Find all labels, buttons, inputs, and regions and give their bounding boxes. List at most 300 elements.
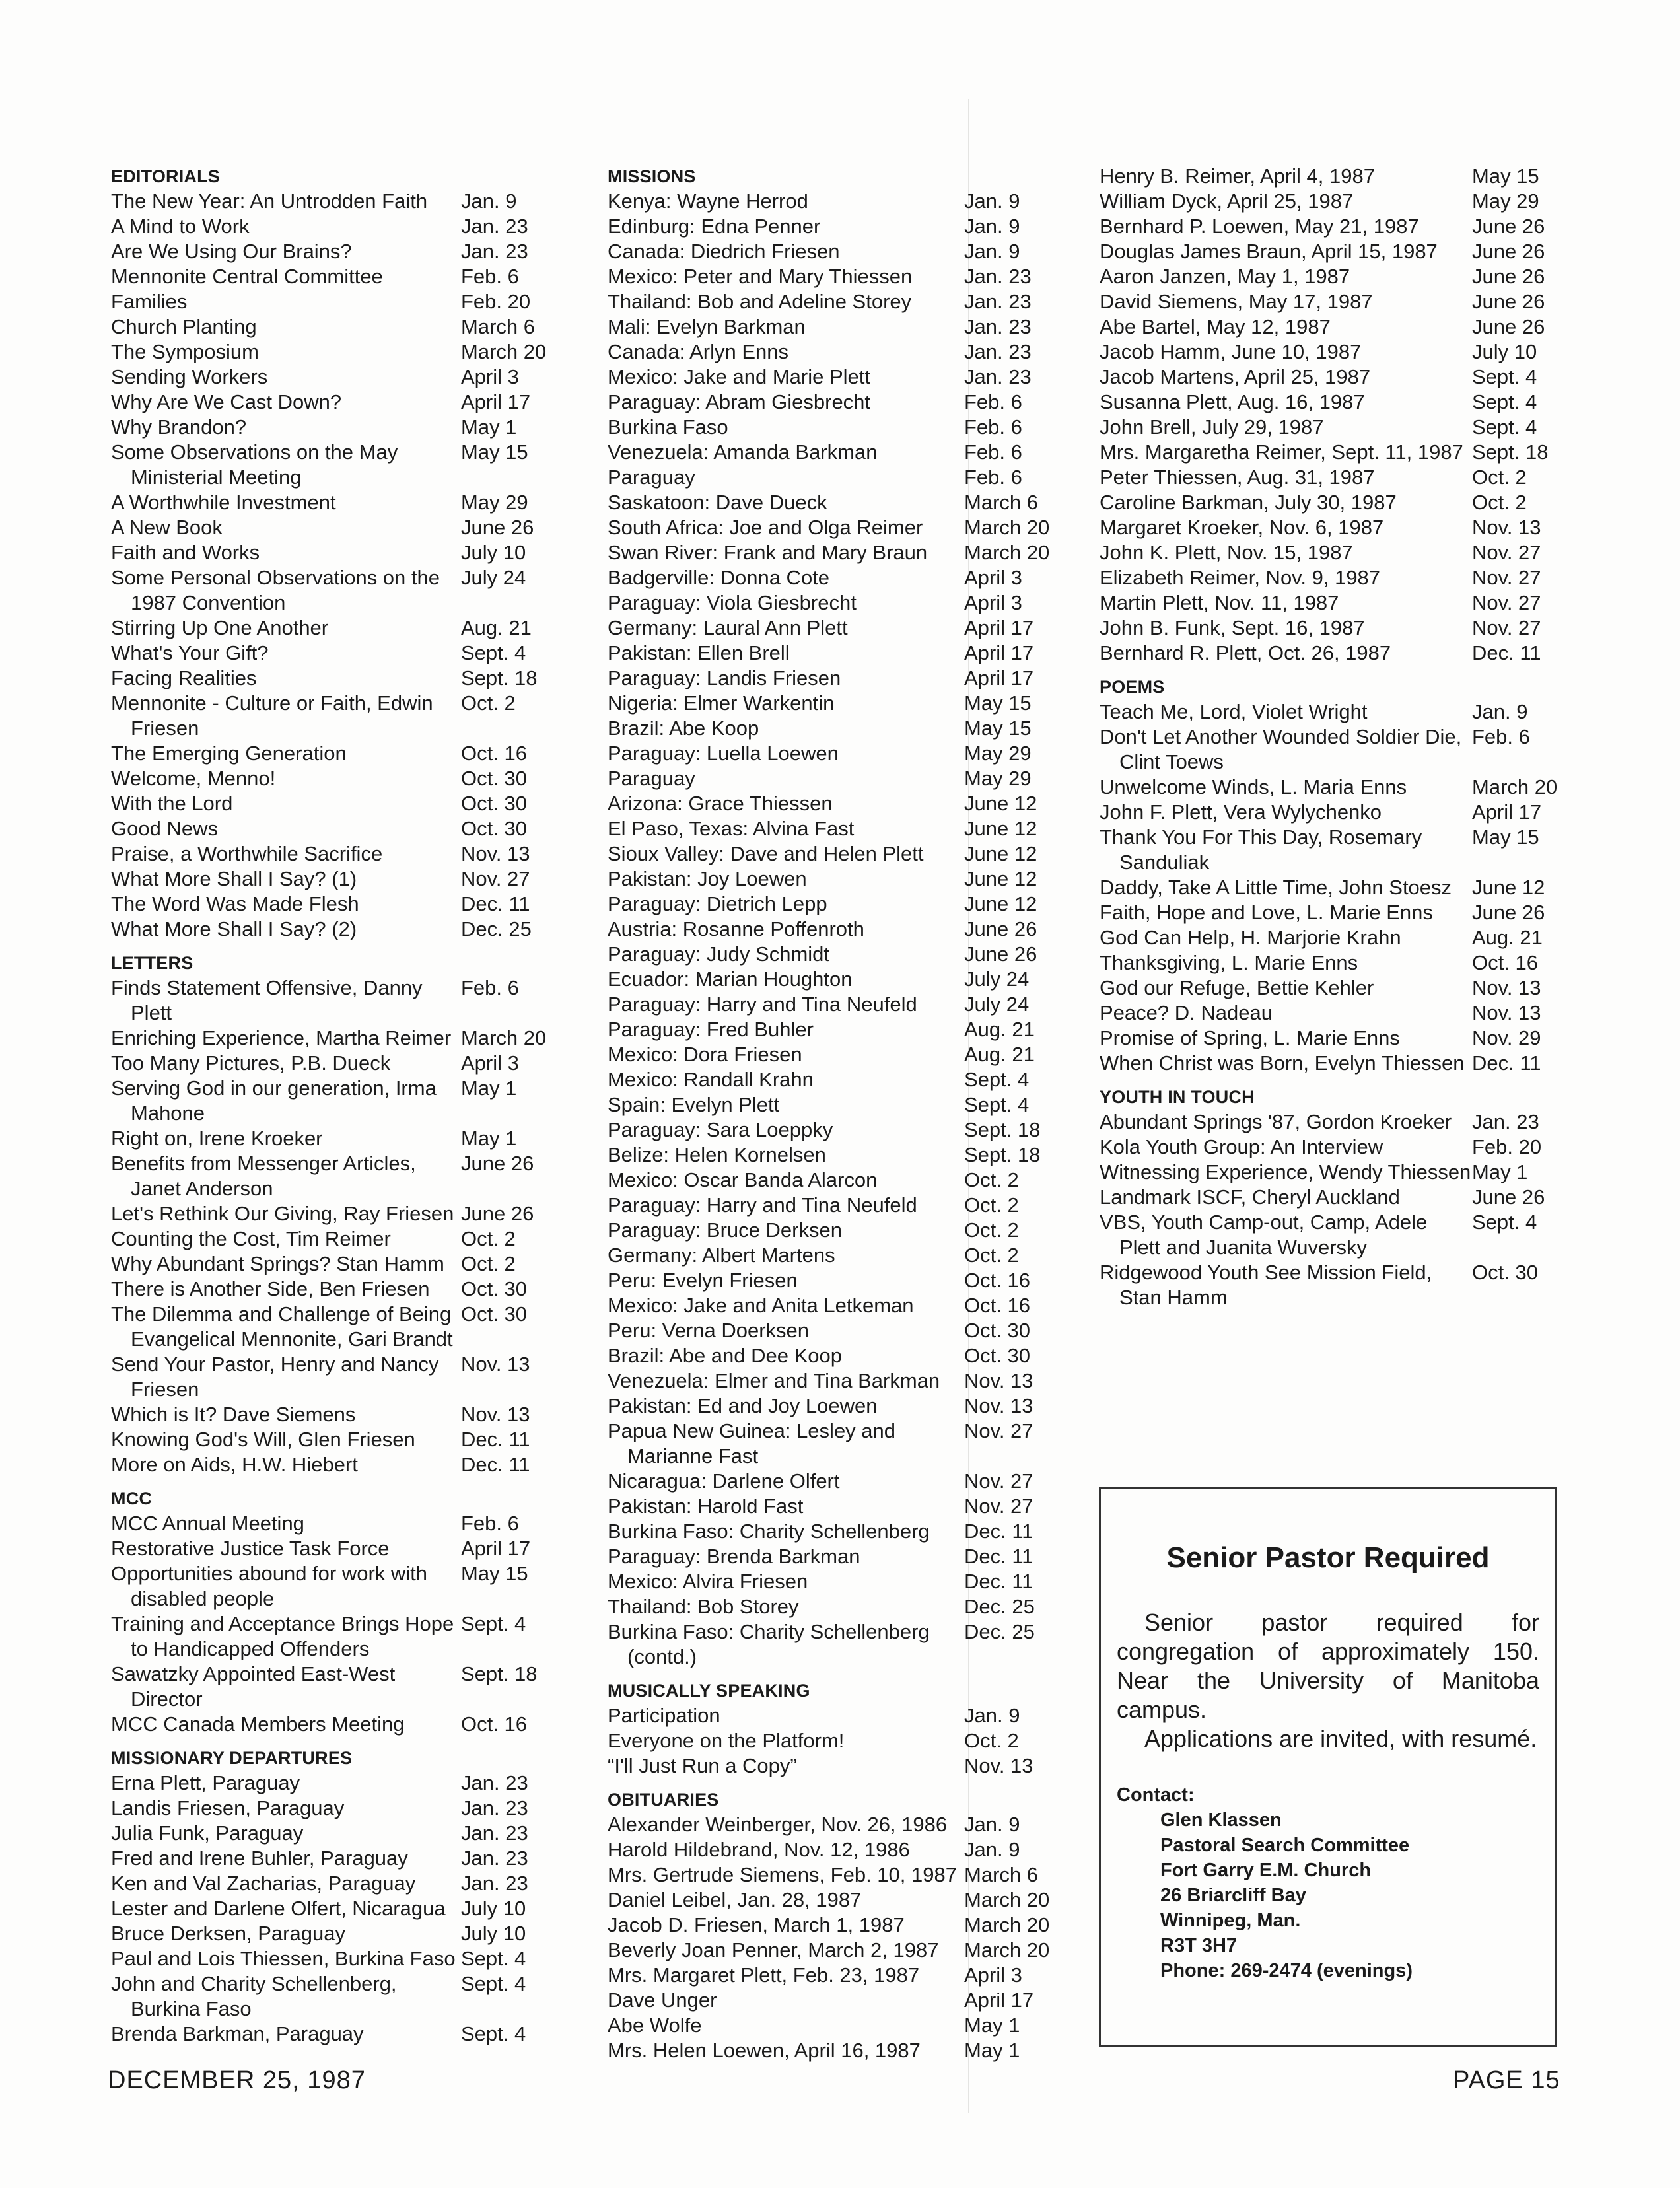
entry-issue-date: May 15 xyxy=(1472,826,1539,849)
entry-title: Paraguay: Viola Giesbrecht xyxy=(608,591,857,614)
entry-title: Arizona: Grace Thiessen xyxy=(608,792,833,815)
index-entry xyxy=(1100,699,1570,724)
entry-title: John and Charity Schellenberg, Burkina Faso xyxy=(111,1972,397,2020)
index-entry xyxy=(608,1728,1070,1753)
index-entry xyxy=(1100,1185,1570,1210)
index-entry xyxy=(1100,950,1570,975)
entry-title: Restorative Justice Task Force xyxy=(111,1537,390,1560)
index-entry xyxy=(111,691,567,741)
entry-title: Nicaragua: Darlene Olfert xyxy=(608,1469,840,1493)
index-entry xyxy=(111,239,567,264)
entry-issue-date: March 6 xyxy=(461,315,535,338)
index-entry xyxy=(111,917,567,942)
entry-title: Pakistan: Ellen Brell xyxy=(608,641,790,664)
entry-title: Participation xyxy=(608,1704,720,1727)
index-column-2 xyxy=(608,164,1070,2063)
entry-issue-date: May 1 xyxy=(964,2039,1020,2062)
index-section xyxy=(1100,1084,1570,1310)
entry-issue-date: Sept. 18 xyxy=(964,1118,1041,1141)
index-entry xyxy=(608,2013,1070,2038)
index-entry xyxy=(1100,515,1570,540)
entry-title: Abe Bartel, May 12, 1987 xyxy=(1100,315,1331,338)
index-entry xyxy=(608,942,1070,967)
index-entry xyxy=(111,1201,567,1226)
index-entry xyxy=(1100,800,1570,825)
entry-issue-date: Feb. 6 xyxy=(964,415,1022,439)
entry-issue-date: Oct. 16 xyxy=(964,1294,1030,1317)
entry-issue-date: March 20 xyxy=(461,1026,547,1049)
index-entry xyxy=(1100,900,1570,925)
entry-title: Austria: Rosanne Poffenroth xyxy=(608,917,864,940)
entry-issue-date: Nov. 27 xyxy=(461,867,530,890)
entry-issue-date: Oct. 30 xyxy=(1472,1261,1538,1284)
entry-title: Germany: Albert Martens xyxy=(608,1244,835,1267)
index-entry xyxy=(1100,641,1570,666)
index-entry xyxy=(608,1862,1070,1888)
entry-title: A Mind to Work xyxy=(111,215,250,238)
entry-title: Julia Funk, Paraguay xyxy=(111,1821,304,1845)
index-section xyxy=(608,1787,1070,2063)
section-heading: MUSICALLY SPEAKING xyxy=(608,1681,810,1701)
entry-issue-date: Dec. 25 xyxy=(964,1620,1035,1643)
entry-issue-date: Oct. 2 xyxy=(964,1244,1019,1267)
entry-issue-date: Sept. 4 xyxy=(1472,365,1537,388)
entry-issue-date: Oct. 2 xyxy=(1472,491,1527,514)
entry-issue-date: Feb. 6 xyxy=(461,1512,519,1535)
entry-title: MCC Canada Members Meeting xyxy=(111,1712,405,1736)
entry-title: Aaron Janzen, May 1, 1987 xyxy=(1100,265,1350,288)
entry-title: Paraguay: Fred Buhler xyxy=(608,1018,814,1041)
entry-issue-date: Sept. 4 xyxy=(964,1068,1030,1091)
entry-issue-date: April 3 xyxy=(461,365,519,388)
ad-contact-label: Contact: xyxy=(1117,1784,1195,1806)
index-entry xyxy=(111,666,567,691)
entry-title: A Worthwhile Investment xyxy=(111,491,336,514)
section-heading: MCC xyxy=(111,1489,153,1508)
index-entry xyxy=(608,1368,1070,1394)
ad-contact-line: Glen Klassen xyxy=(1160,1810,1282,1831)
entry-issue-date: May 15 xyxy=(1472,164,1539,188)
entry-title: Promise of Spring, L. Marie Enns xyxy=(1100,1026,1400,1049)
entry-title: Susanna Plett, Aug. 16, 1987 xyxy=(1100,390,1365,413)
index-entry xyxy=(111,1611,567,1662)
entry-title: Thank You For This Day, Rosemary Sanduliak xyxy=(1100,826,1422,874)
entry-issue-date: Aug. 21 xyxy=(1472,926,1543,949)
entry-issue-date: Oct. 2 xyxy=(461,1252,516,1275)
entry-title: Abe Wolfe xyxy=(608,2014,702,2037)
entry-title: Paraguay: Harry and Tina Neufeld xyxy=(608,993,917,1016)
entry-title: Swan River: Frank and Mary Braun xyxy=(608,541,928,564)
section-heading: YOUTH IN TOUCH xyxy=(1100,1087,1255,1107)
entry-issue-date: Jan. 9 xyxy=(461,190,517,213)
entry-title: Serving God in our generation, Irma Mahone xyxy=(111,1076,437,1125)
entry-title: Everyone on the Platform! xyxy=(608,1729,845,1752)
entry-issue-date: March 20 xyxy=(964,516,1050,539)
index-entry xyxy=(608,1193,1070,1218)
entry-title: Peter Thiessen, Aug. 31, 1987 xyxy=(1100,466,1375,489)
entry-title: Opportunities abound for work with disabled people xyxy=(111,1562,428,1610)
entry-issue-date: March 20 xyxy=(964,541,1050,564)
entry-issue-date: Nov. 13 xyxy=(461,1403,530,1426)
index-entry xyxy=(111,1452,567,1477)
index-entry xyxy=(608,1343,1070,1368)
index-entry xyxy=(608,992,1070,1017)
entry-title: Mexico: Alvira Friesen xyxy=(608,1570,808,1593)
index-entry xyxy=(608,1753,1070,1779)
entry-title: Ken and Val Zacharias, Paraguay xyxy=(111,1872,416,1895)
entry-title: Sending Workers xyxy=(111,365,268,388)
entry-title: Enriching Experience, Martha Reimer xyxy=(111,1026,452,1049)
entry-issue-date: March 20 xyxy=(964,1913,1050,1936)
index-entry xyxy=(111,1402,567,1427)
entry-title: The Dilemma and Challenge of Being Evangelical Mennonite, Gari Brandt xyxy=(111,1302,453,1351)
index-section xyxy=(1100,674,1570,1076)
entry-title: Mennonite Central Committee xyxy=(111,265,383,288)
index-entry xyxy=(608,1318,1070,1343)
entry-issue-date: Aug. 21 xyxy=(964,1043,1035,1066)
entry-issue-date: April 3 xyxy=(964,591,1022,614)
index-entry xyxy=(608,1963,1070,1988)
entry-issue-date: Feb. 20 xyxy=(1472,1135,1542,1158)
entry-issue-date: Feb. 6 xyxy=(964,441,1022,464)
entry-title: Harold Hildebrand, Nov. 12, 1986 xyxy=(608,1838,910,1861)
entry-issue-date: May 15 xyxy=(461,1562,528,1585)
entry-title: Paraguay: Harry and Tina Neufeld xyxy=(608,1193,917,1217)
index-entry xyxy=(111,1796,567,1821)
entry-title: God our Refuge, Bettie Kehler xyxy=(1100,976,1374,999)
index-entry xyxy=(1100,415,1570,440)
index-entry xyxy=(1100,925,1570,950)
entry-title: Faith and Works xyxy=(111,541,260,564)
index-entry xyxy=(608,1812,1070,1837)
entry-issue-date: Jan. 23 xyxy=(461,240,528,263)
entry-title: John Brell, July 29, 1987 xyxy=(1100,415,1324,439)
entry-title: Landmark ISCF, Cheryl Auckland xyxy=(1100,1185,1400,1209)
entry-title: Welcome, Menno! xyxy=(111,767,276,790)
index-column-3 xyxy=(1100,164,1570,1310)
section-heading: LETTERS xyxy=(111,953,193,973)
index-entry xyxy=(608,1067,1070,1092)
entry-issue-date: Feb. 6 xyxy=(1472,725,1530,748)
entry-title: A New Book xyxy=(111,516,223,539)
index-entry xyxy=(111,975,567,1026)
entry-issue-date: April 17 xyxy=(964,666,1034,689)
entry-issue-date: April 17 xyxy=(1472,800,1542,824)
entry-issue-date: Dec. 25 xyxy=(461,917,532,940)
entry-title: Ridgewood Youth See Mission Field, Stan Hamm xyxy=(1100,1261,1432,1309)
index-entry xyxy=(1100,975,1570,1001)
entry-title: Ecuador: Marian Houghton xyxy=(608,968,853,991)
entry-issue-date: June 12 xyxy=(964,792,1037,815)
index-entry xyxy=(1100,339,1570,365)
entry-issue-date: Jan. 9 xyxy=(964,240,1020,263)
entry-title: Mennonite - Culture or Faith, Edwin Friesen xyxy=(111,691,433,740)
entry-issue-date: Jan. 23 xyxy=(964,365,1032,388)
index-entry xyxy=(608,1544,1070,1569)
entry-issue-date: Sept. 4 xyxy=(461,2022,526,2045)
entry-issue-date: April 3 xyxy=(461,1051,519,1075)
entry-issue-date: Jan. 9 xyxy=(964,190,1020,213)
entry-issue-date: Sept. 4 xyxy=(461,641,526,664)
entry-title: Mexico: Jake and Anita Letkeman xyxy=(608,1294,914,1317)
entry-issue-date: Feb. 6 xyxy=(461,976,519,999)
index-entry xyxy=(111,1846,567,1871)
ad-title: Senior Pastor Required xyxy=(1166,1541,1490,1574)
index-section xyxy=(111,950,567,1477)
index-entry xyxy=(111,289,567,314)
index-entry xyxy=(111,1302,567,1352)
index-entry xyxy=(608,1837,1070,1862)
entry-issue-date: June 12 xyxy=(964,817,1037,840)
entry-issue-date: Aug. 21 xyxy=(461,616,532,639)
index-entry xyxy=(608,1117,1070,1143)
entry-title: Paraguay: Judy Schmidt xyxy=(608,942,830,966)
index-entry xyxy=(1100,825,1570,875)
entry-title: Church Planting xyxy=(111,315,257,338)
entry-issue-date: May 15 xyxy=(964,691,1032,715)
entry-issue-date: June 26 xyxy=(964,917,1037,940)
index-entry xyxy=(1100,440,1570,465)
index-entry xyxy=(111,1226,567,1252)
index-entry xyxy=(608,1569,1070,1594)
index-entry xyxy=(608,791,1070,816)
entry-title: Nigeria: Elmer Warkentin xyxy=(608,691,835,715)
index-entry xyxy=(111,641,567,666)
entry-title: Paraguay: Brenda Barkman xyxy=(608,1545,860,1568)
index-entry xyxy=(1100,289,1570,314)
index-entry xyxy=(111,616,567,641)
index-entry xyxy=(608,1394,1070,1419)
index-entry xyxy=(1100,1051,1570,1076)
entry-title: Mexico: Dora Friesen xyxy=(608,1043,802,1066)
index-entry xyxy=(608,1243,1070,1268)
index-entry xyxy=(111,189,567,214)
entry-title: Papua New Guinea: Lesley and Marianne Fast xyxy=(608,1419,896,1467)
entry-issue-date: Dec. 11 xyxy=(461,892,530,915)
index-entry xyxy=(608,1494,1070,1519)
entry-title: Paraguay: Bruce Derksen xyxy=(608,1218,842,1242)
entry-issue-date: Oct. 30 xyxy=(461,767,527,790)
entry-title: Good News xyxy=(111,817,218,840)
entry-issue-date: Oct. 2 xyxy=(461,691,516,715)
senior-pastor-advertisement xyxy=(1099,1487,1557,2047)
entry-issue-date: March 20 xyxy=(964,1938,1050,1961)
index-entry xyxy=(608,390,1070,415)
index-entry xyxy=(608,515,1070,540)
entry-title: Thailand: Bob Storey xyxy=(608,1595,799,1618)
entry-title: Paraguay xyxy=(608,767,695,790)
entry-issue-date: Nov. 27 xyxy=(1472,591,1541,614)
entry-title: What's Your Gift? xyxy=(111,641,269,664)
entry-issue-date: March 20 xyxy=(461,340,547,363)
entry-issue-date: April 3 xyxy=(964,1963,1022,1987)
entry-title: John K. Plett, Nov. 15, 1987 xyxy=(1100,541,1353,564)
entry-issue-date: March 6 xyxy=(964,1863,1038,1886)
index-entry xyxy=(1100,1026,1570,1051)
issue-date: DECEMBER 25, 1987 xyxy=(108,2066,366,2094)
index-entry xyxy=(111,1511,567,1536)
entry-issue-date: Jan. 23 xyxy=(461,1872,528,1895)
index-entry xyxy=(608,816,1070,841)
entry-title: Mexico: Jake and Marie Plett xyxy=(608,365,871,388)
entry-title: God Can Help, H. Marjorie Krahn xyxy=(1100,926,1401,949)
entry-issue-date: Oct. 30 xyxy=(461,1302,527,1325)
entry-title: Witnessing Experience, Wendy Thiessen xyxy=(1100,1160,1471,1183)
entry-title: Fred and Irene Buhler, Paraguay xyxy=(111,1847,408,1870)
entry-issue-date: Feb. 6 xyxy=(964,466,1022,489)
entry-issue-date: Oct. 30 xyxy=(461,817,527,840)
entry-issue-date: Oct. 2 xyxy=(1472,466,1527,489)
entry-issue-date: June 26 xyxy=(461,516,534,539)
index-section xyxy=(111,164,567,942)
entry-issue-date: Jan. 9 xyxy=(964,1813,1020,1836)
entry-issue-date: Oct. 30 xyxy=(964,1344,1030,1367)
index-entry xyxy=(1100,164,1570,189)
index-entry xyxy=(1100,1210,1570,1260)
entry-title: Abundant Springs '87, Gordon Kroeker xyxy=(1100,1110,1452,1133)
index-entry xyxy=(608,440,1070,465)
entry-title: Brazil: Abe Koop xyxy=(608,717,759,740)
index-entry xyxy=(111,314,567,339)
index-entry xyxy=(111,1921,567,1946)
entry-title: Canada: Arlyn Enns xyxy=(608,340,789,363)
entry-title: Too Many Pictures, P.B. Dueck xyxy=(111,1051,391,1075)
index-entry xyxy=(1100,465,1570,490)
entry-title: Lester and Darlene Olfert, Nicaragua xyxy=(111,1897,446,1920)
entry-title: Counting the Cost, Tim Reimer xyxy=(111,1227,391,1250)
entry-title: Unwelcome Winds, L. Maria Enns xyxy=(1100,775,1407,798)
entry-issue-date: Nov. 27 xyxy=(1472,616,1541,639)
entry-issue-date: Sept. 18 xyxy=(461,1662,538,1685)
entry-issue-date: Jan. 23 xyxy=(461,1821,528,1845)
index-entry xyxy=(111,1871,567,1896)
entry-title: William Dyck, April 25, 1987 xyxy=(1100,190,1354,213)
entry-issue-date: Jan. 9 xyxy=(1472,700,1528,723)
index-entry xyxy=(608,1888,1070,1913)
entry-title: Knowing God's Will, Glen Friesen xyxy=(111,1428,415,1451)
entry-issue-date: Jan. 23 xyxy=(461,1771,528,1794)
index-entry xyxy=(111,791,567,816)
index-entry xyxy=(608,214,1070,239)
entry-title: Mexico: Oscar Banda Alarcon xyxy=(608,1168,878,1191)
entry-title: Douglas James Braun, April 15, 1987 xyxy=(1100,240,1438,263)
entry-issue-date: Sept. 4 xyxy=(461,1612,526,1635)
entry-title: Belize: Helen Kornelsen xyxy=(608,1143,826,1166)
entry-issue-date: April 17 xyxy=(461,390,531,413)
index-entry xyxy=(608,691,1070,716)
entry-issue-date: Oct. 2 xyxy=(964,1168,1019,1191)
entry-title: Paraguay xyxy=(608,466,695,489)
entry-title: Badgerville: Donna Cote xyxy=(608,566,830,589)
index-entry xyxy=(608,766,1070,791)
entry-issue-date: Nov. 13 xyxy=(964,1394,1033,1417)
entry-title: Mexico: Peter and Mary Thiessen xyxy=(608,265,913,288)
index-entry xyxy=(1100,490,1570,515)
entry-issue-date: May 29 xyxy=(964,742,1032,765)
entry-issue-date: May 1 xyxy=(461,1127,517,1150)
index-entry xyxy=(1100,565,1570,590)
entry-title: Mrs. Helen Loewen, April 16, 1987 xyxy=(608,2039,921,2062)
index-entry xyxy=(111,1026,567,1051)
entry-issue-date: Jan. 23 xyxy=(461,1796,528,1819)
index-entry xyxy=(111,1126,567,1151)
index-entry xyxy=(608,314,1070,339)
index-entry xyxy=(1100,724,1570,775)
index-entry xyxy=(1100,1001,1570,1026)
index-entry xyxy=(608,917,1070,942)
entry-issue-date: June 26 xyxy=(461,1202,534,1225)
index-entry xyxy=(608,239,1070,264)
section-heading: EDITORIALS xyxy=(111,166,221,186)
index-section xyxy=(1100,164,1570,666)
index-section xyxy=(608,1678,1070,1779)
index-entry xyxy=(111,1252,567,1277)
index-entry xyxy=(608,490,1070,515)
entry-title: Paul and Lois Thiessen, Burkina Faso xyxy=(111,1947,456,1970)
entry-issue-date: Nov. 27 xyxy=(964,1469,1033,1493)
entry-title: Peru: Verna Doerksen xyxy=(608,1319,810,1342)
entry-issue-date: Feb. 6 xyxy=(964,390,1022,413)
entry-title: Benefits from Messenger Articles, Janet Anderson xyxy=(111,1152,416,1200)
entry-issue-date: March 20 xyxy=(1472,775,1558,798)
entry-issue-date: Nov. 29 xyxy=(1472,1026,1541,1049)
entry-issue-date: Nov. 13 xyxy=(1472,1001,1541,1024)
index-entry xyxy=(111,1561,567,1611)
entry-issue-date: Nov. 27 xyxy=(1472,541,1541,564)
index-entry xyxy=(608,1519,1070,1544)
index-entry xyxy=(1100,365,1570,390)
entry-title: Dave Unger xyxy=(608,1989,717,2012)
entry-issue-date: May 29 xyxy=(461,491,528,514)
entry-title: Stirring Up One Another xyxy=(111,616,329,639)
entry-title: When Christ was Born, Evelyn Thiessen xyxy=(1100,1051,1465,1075)
entry-issue-date: July 10 xyxy=(461,541,526,564)
index-entry xyxy=(111,415,567,440)
entry-issue-date: Oct. 16 xyxy=(1472,951,1538,974)
index-entry xyxy=(608,1419,1070,1469)
entry-issue-date: June 26 xyxy=(1472,290,1545,313)
entry-issue-date: Sept. 4 xyxy=(1472,1211,1537,1234)
index-entry xyxy=(111,339,567,365)
entry-title: Mrs. Margaret Plett, Feb. 23, 1987 xyxy=(608,1963,920,1987)
entry-issue-date: June 26 xyxy=(1472,315,1545,338)
entry-issue-date: Oct. 16 xyxy=(461,742,527,765)
ad-contact-line: Phone: 269-2474 (evenings) xyxy=(1160,1960,1413,1981)
entry-title: Jacob Hamm, June 10, 1987 xyxy=(1100,340,1362,363)
index-entry xyxy=(111,1352,567,1402)
entry-issue-date: May 29 xyxy=(964,767,1032,790)
index-entry xyxy=(111,1771,567,1796)
entry-issue-date: Dec. 11 xyxy=(1472,1051,1541,1075)
index-entry xyxy=(608,1293,1070,1318)
index-entry xyxy=(608,1268,1070,1293)
index-entry xyxy=(1100,214,1570,239)
index-entry xyxy=(111,892,567,917)
index-entry xyxy=(1100,390,1570,415)
index-entry xyxy=(608,365,1070,390)
index-entry xyxy=(1100,1110,1570,1135)
index-entry xyxy=(111,741,567,766)
index-entry xyxy=(1100,590,1570,616)
index-entry xyxy=(111,264,567,289)
entry-title: Pakistan: Joy Loewen xyxy=(608,867,807,890)
entry-title: Canada: Diedrich Friesen xyxy=(608,240,840,263)
entry-issue-date: April 3 xyxy=(964,566,1022,589)
entry-title: South Africa: Joe and Olga Reimer xyxy=(608,516,923,539)
index-entry xyxy=(608,666,1070,691)
entry-issue-date: Jan. 23 xyxy=(1472,1110,1539,1133)
entry-title: Caroline Barkman, July 30, 1987 xyxy=(1100,491,1397,514)
